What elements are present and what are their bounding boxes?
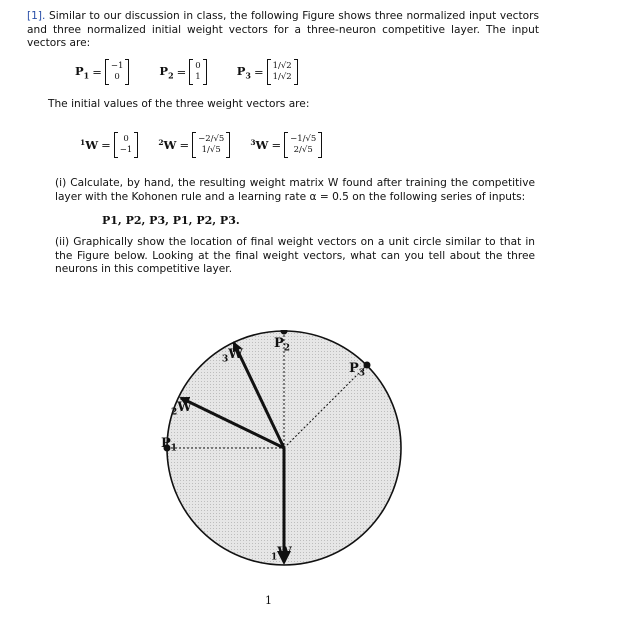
p2-name: P <box>159 63 169 78</box>
p3-value-1: 1/√2 <box>272 61 292 71</box>
label-w3: $_3$W <box>222 347 243 365</box>
part-i-tag: (i) <box>55 177 67 189</box>
label-p3: $P_3$ <box>349 361 366 379</box>
w3-value-2: 2/√5 <box>293 145 313 155</box>
label-p2: $P_2$ <box>274 336 291 354</box>
p3-sub: 3 <box>245 70 251 81</box>
w1-name: W <box>85 138 99 152</box>
part-i <box>55 177 535 204</box>
part-ii <box>55 236 535 277</box>
w3-name: W <box>255 138 269 152</box>
equals-sign: = <box>92 65 102 79</box>
w3-value-1: −1/√5 <box>290 134 317 144</box>
page-number: 1 <box>265 594 272 607</box>
p2-value-1: 0 <box>195 61 201 71</box>
input-vector-p1 <box>75 59 129 85</box>
w3-pre: 3 <box>250 138 256 147</box>
p1-sub: 1 <box>83 70 90 81</box>
p2-value-2: 1 <box>195 72 201 82</box>
part-ii-text: Graphically show the location of final weight vectors on a unit circle similar to that in the Figure below. Looking at the final weight vectors, what can you tell about the three neurons in this competitive layer. <box>55 236 535 276</box>
w1-pre: 1 <box>80 138 86 147</box>
input-vectors <box>75 59 298 85</box>
label-w1: $_1$W <box>271 545 292 563</box>
p3-name: P <box>236 63 246 78</box>
w2-pre: 2 <box>158 138 164 147</box>
label-w2: $_2$W <box>171 400 192 418</box>
equals-sign: = <box>271 138 282 152</box>
input-vector-p3 <box>237 59 298 85</box>
input-vector-p2 <box>159 59 206 85</box>
w1-value-2: −1 <box>119 145 133 155</box>
p1-value-1: −1 <box>110 61 124 71</box>
w2-value-2: 1/√5 <box>201 145 221 155</box>
equals-sign: = <box>101 138 111 152</box>
weight-vector-3 <box>250 132 322 158</box>
weight-vectors <box>80 132 322 158</box>
p2-sub: 2 <box>168 70 174 81</box>
p1-name: P <box>75 63 84 78</box>
p3-value-2: 1/√2 <box>272 72 292 82</box>
weight-vector-1 <box>80 132 138 158</box>
unit-circle-figure <box>150 330 430 580</box>
intro-text: Similar to our discussion in class, the following Figure shows three normalized input vectors and three normalized initial weight vectors for a three-neuron competitive layer. The input vectors are: <box>27 10 539 50</box>
weight-vector-2 <box>158 132 230 158</box>
part-ii-tag: (ii) <box>55 236 70 248</box>
w2-value-1: −2/√5 <box>198 134 225 144</box>
part-i-text: Calculate, by hand, the resulting weight matrix W found after training the competitive layer with the Kohonen rule and a learning rate α = 0.5 on the following series of inputs: <box>55 177 535 203</box>
equals-sign: = <box>176 65 187 79</box>
problem-tag: [1]. <box>27 10 46 22</box>
equals-sign: = <box>253 65 264 79</box>
p1-value-2: 0 <box>114 72 120 82</box>
w2-name: W <box>163 138 177 152</box>
w1-value-1: 0 <box>123 134 129 144</box>
problem-intro <box>27 10 539 51</box>
label-p1: $P_1$ <box>161 436 178 454</box>
input-series: P1, P2, P3, P1, P2, P3. <box>102 214 240 227</box>
weights-intro: The initial values of the three weight vectors are: <box>48 98 310 110</box>
equals-sign: = <box>179 138 190 152</box>
